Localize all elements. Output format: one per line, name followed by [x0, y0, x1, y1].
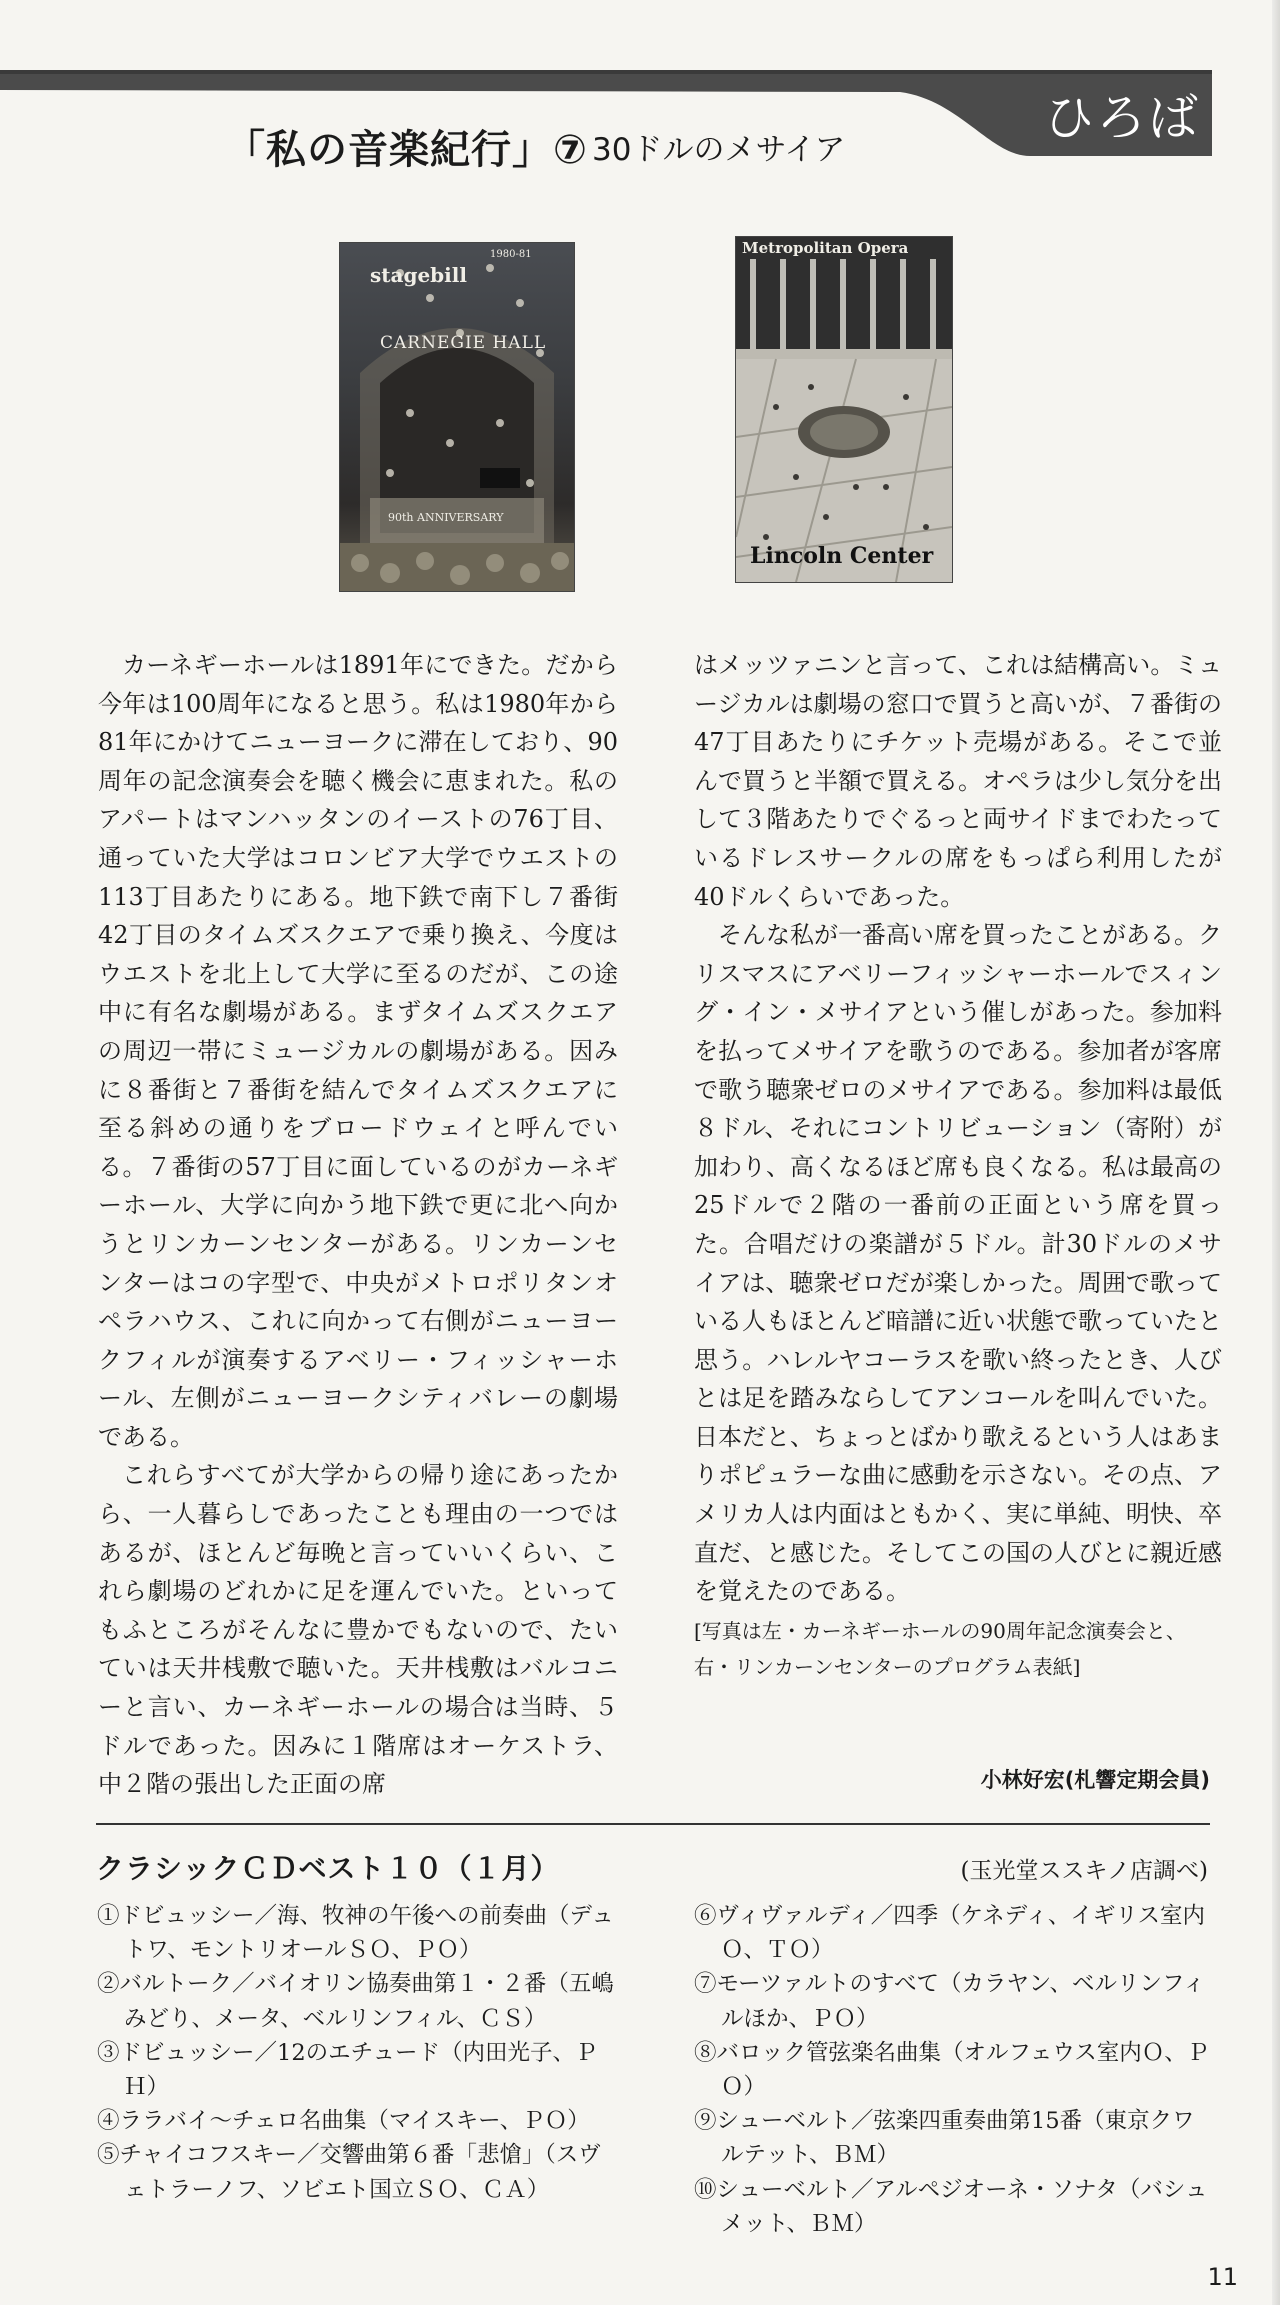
- cd-ranking-item: ⑥ヴィヴァルディ／四季（ケネディ、イギリス室内Ｏ、ＴＯ）: [694, 1903, 1205, 1964]
- cd-ranking-item: ⑤チャイコフスキー／交響曲第６番「悲愴」（スヴェトラーノフ、ソビエト国立ＳＯ、ＣＡ）: [97, 2142, 601, 2203]
- article-paragraph: そんな私が一番高い席を買ったことがある。クリスマスにアベリーフィッシャーホールでスィング・イン・メサイアという催しがあった。参加料を払ってメサイアを歌うのである。参加者が客席で歌う聴衆ゼロのメサイアである。参加料は最低８ドル、それにコントリビューション（寄附）が加わり、高くなるほど席も良くなる。私は最高の25ドルで２階の一番前の正面という席を買った。合唱だけの楽譜が５ドル。計30ドルのメサイアは、聴衆ゼロだが楽しかった。周囲で歌っている人もほとんど暗譜に近い状態で歌っていたと思う。ハレルヤコーラスを歌い終ったとき、人びとは足を踏みならしてアンコールを叫んでいた。日本だと、ちょっとばかり歌えるという人はあまりポピュラーな曲に感動を示さない。その点、アメリカ人は内面はともかく、実に単純、明快、卒直だ、と感じた。そしてこの国の人びとに親近感を覚えたのである。: [694, 921, 1222, 1606]
- cd-ranking-item: ⑧バロック管弦楽名曲集（オルフェウス室内Ｏ、ＰＯ）: [694, 2039, 1210, 2101]
- photo-caption: [694, 1613, 1222, 1685]
- section-divider: [96, 1823, 1210, 1825]
- cd-ranking-item: ⑨シューベルト／弦楽四重奏曲第15番（東京クワルテット、ＢＭ）: [694, 2108, 1195, 2169]
- cd-ranking-item: ②バルトーク／バイオリン協奏曲第１・２番（五嶋みどり、メータ、ベルリンフィル、ＣＳ）: [97, 1971, 614, 2032]
- carnegie-banner-year: 1980-81: [490, 249, 532, 260]
- carnegie-hall-name: CARNEGIE HALL: [380, 333, 547, 353]
- section-label: ひろば: [1044, 89, 1200, 147]
- cd-ranking-item: ④ララバイ～チェロ名曲集（マイスキー、ＰＯ）: [97, 2108, 590, 2135]
- photo-caption-line: 右・リンカーンセンターのプログラム表紙]: [694, 1654, 1081, 1679]
- article-paragraph: はメッツァニンと言って、これは結構高い。ミュージカルは劇場の窓口で買うと高いが、７番街の47丁目あたりにチケット売場がある。そこで並んで買うと半額で買える。オペラは少し気分を出して３階あたりでぐるっと両サイドまでわたっているドレスサークルの席をもっぱら利用したが40ドルくらいであった。: [694, 651, 1222, 911]
- carnegie-brand: stagebill: [370, 263, 467, 287]
- cd-ranking-item: ⑦モーツァルトのすべて（カラヤン、ベルリンフィルほか、ＰＯ）: [694, 1971, 1206, 2032]
- cd-ranking-item: ①ドビュッシー／海、牧神の午後への前奏曲（デュトワ、モントリオールＳＯ、ＰＯ）: [97, 1903, 614, 1964]
- article-subtitle: 30ドルのメサイア: [592, 132, 846, 168]
- cd-ranking-item: ⑩シューベルト／アルペジオーネ・ソナタ（バシュメット、ＢＭ）: [694, 2176, 1208, 2237]
- article-column-right: [694, 646, 1222, 1685]
- photo-caption-line: [写真は左・カーネギーホールの90周年記念演奏会と、: [694, 1618, 1186, 1643]
- article-paragraph: カーネギーホールは1891年にできた。だから今年は100周年になると思う。私は1980年から81年にかけてニューヨークに滞在しており、90周年の記念演奏会を聴く機会に恵まれた。私のアパートはマンハッタンのイーストの76丁目、通っていた大学はコロンビア大学でウエストの113丁目あたりにある。地下鉄で南下し７番街42丁目のタイムズスクエアで乗り換え、今度はウエストを北上して大学に至るのだが、この途中に有名な劇場がある。まずタイムズスクエアの周辺一帯にミュージカルの劇場がある。因みに８番街と７番街を結んでタイムズスクエアに至る斜めの通りをブロードウェイと呼んでいる。７番街の57丁目に面しているのがカーネギーホール、大学に向かう地下鉄で更に北へ向かうとリンカーンセンターがある。リンカーンセンターはコの字型で、中央がメトロポリタンオペラハウス、これに向かって右側がニューヨークフィルが演奏するアベリー・フィッシャーホール、左側がニューヨークシティバレーの劇場である。: [98, 651, 618, 1451]
- article-column-left: [98, 646, 618, 1804]
- lincoln-top-title: Metropolitan Opera: [742, 239, 909, 257]
- article-paragraph: これらすべてが大学からの帰り途にあったから、一人暮らしであったことも理由の一つではあるが、ほとんど毎晩と言っていいくらい、これら劇場のどれかに足を運んでいた。といってもふところがそんなに豊かでもないので、たいていは天井桟敷で聴いた。天井桟敷はバルコニーと言い、カーネギーホールの場合は当時、５ドルであった。因みに１階席はオーケストラ、中２階の張出した正面の席: [98, 1461, 618, 1799]
- cd-ranking-item: ③ドビュッシー／12のエチュード（内田光子、ＰＨ）: [97, 2039, 598, 2101]
- carnegie-anniversary: 90th ANNIVERSARY: [388, 511, 504, 524]
- lincoln-bottom-title: Lincoln Center: [750, 543, 934, 569]
- cd-list-right: [694, 1899, 1216, 2241]
- carnegie-hall-program-image: [340, 243, 574, 591]
- cd-ranking-source: (玉光堂ススキノ店調べ): [960, 1858, 1208, 1884]
- page-edge: [1272, 0, 1280, 2305]
- carnegie-illustration: [340, 243, 574, 591]
- article-title: 「私の音楽紀行」⑦: [225, 127, 588, 173]
- lincoln-illustration: [736, 237, 952, 582]
- article-author: 小林好宏(札響定期会員): [980, 1768, 1210, 1792]
- cd-ranking-title: クラシックＣＤベスト１０（１月）: [96, 1852, 560, 1885]
- cd-list-left: [97, 1899, 619, 2207]
- lincoln-center-program-image: [736, 237, 952, 582]
- page-number: 11: [1207, 2263, 1238, 2291]
